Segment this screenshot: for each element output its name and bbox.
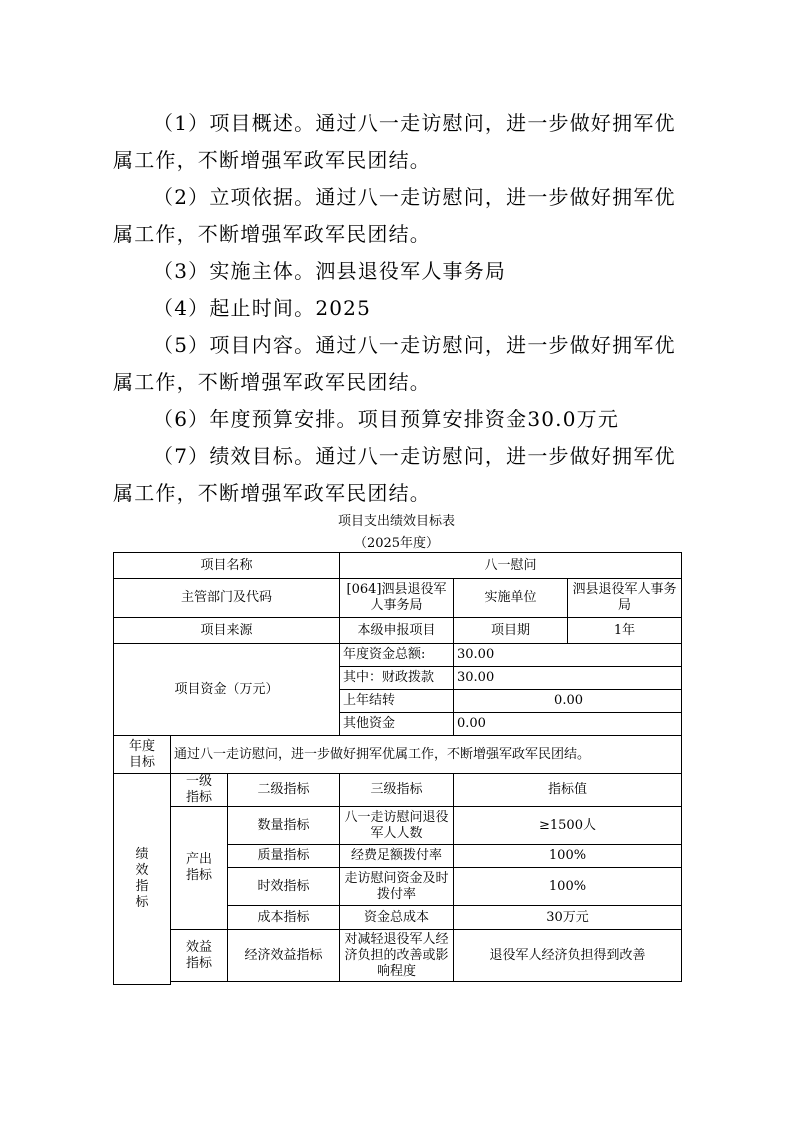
paragraph-7: （7）绩效目标。通过八一走访慰问，进一步做好拥军优属工作，不断增强军政军民团结。	[113, 444, 676, 505]
fund-label: 年度资金总额:	[340, 644, 454, 667]
paragraph-1: （1）项目概述。通过八一走访慰问，进一步做好拥军优属工作，不断增强军政军民团结。	[113, 111, 676, 172]
fund-value: 30.00	[454, 644, 682, 667]
dept-label: 主管部门及代码	[114, 579, 340, 618]
period-value: 1年	[568, 618, 682, 644]
header-level3: 三级指标	[340, 774, 454, 807]
header-value: 指标值	[454, 774, 682, 807]
paragraph-6: （6）年度预算安排。项目预算安排资金30.0万元	[153, 407, 620, 431]
header-level1: 一级指标	[171, 774, 228, 807]
output-label: 产出指标	[171, 807, 228, 930]
value-cell: 100%	[454, 845, 682, 868]
impl-unit-label: 实施单位	[454, 579, 568, 618]
performance-table	[113, 552, 682, 985]
level3-cell: 资金总成本	[340, 906, 454, 930]
annual-goal-label: 年度目标	[114, 736, 171, 774]
paragraph-2: （2）立项依据。通过八一走访慰问，进一步做好拥军优属工作，不断增强军政军民团结。	[113, 185, 676, 246]
fund-value: 0.00	[454, 713, 682, 736]
level2-cell: 数量指标	[228, 807, 340, 845]
value-cell: 退役军人经济负担得到改善	[454, 930, 682, 982]
fund-label: 其中：财政拨款	[340, 667, 454, 690]
table-title: 项目支出绩效目标表	[337, 514, 455, 529]
table-year: （2025年度）	[353, 536, 440, 551]
perf-label: 绩效指标	[114, 774, 171, 985]
value-cell: 30万元	[454, 906, 682, 930]
fund-value: 30.00	[454, 667, 682, 690]
period-label: 项目期	[454, 618, 568, 644]
level3-cell: 对减轻退役军人经济负担的改善或影响程度	[340, 930, 454, 982]
level2-cell: 时效指标	[228, 868, 340, 906]
benefit-label: 效益指标	[171, 930, 228, 982]
project-name-label: 项目名称	[114, 553, 340, 579]
annual-goal: 通过八一走访慰问，进一步做好拥军优属工作，不断增强军政军民团结。	[171, 736, 682, 774]
level2-cell: 质量指标	[228, 845, 340, 868]
level3-cell: 走访慰问资金及时拨付率	[340, 868, 454, 906]
funds-label: 项目资金（万元）	[114, 644, 340, 736]
impl-unit-value: 泗县退役军人事务局	[568, 579, 682, 618]
fund-value: 0.00	[454, 690, 682, 713]
value-cell: ≥1500人	[454, 807, 682, 845]
level2-cell: 经济效益指标	[228, 930, 340, 982]
paragraph-3: （3）实施主体。泗县退役军人事务局	[153, 259, 507, 283]
source-value: 本级申报项目	[340, 618, 454, 644]
paragraph-4: （4）起止时间。2025	[153, 296, 372, 320]
dept-value: [064]泗县退役军人事务局	[340, 579, 454, 618]
fund-label: 上年结转	[340, 690, 454, 713]
project-name: 八一慰问	[340, 553, 682, 579]
paragraph-5: （5）项目内容。通过八一走访慰问，进一步做好拥军优属工作，不断增强军政军民团结。	[113, 333, 676, 394]
level3-cell: 八一走访慰问退役军人人数	[340, 807, 454, 845]
source-label: 项目来源	[114, 618, 340, 644]
level3-cell: 经费足额拨付率	[340, 845, 454, 868]
header-level2: 二级指标	[228, 774, 340, 807]
fund-label: 其他资金	[340, 713, 454, 736]
level2-cell: 成本指标	[228, 906, 340, 930]
value-cell: 100%	[454, 868, 682, 906]
